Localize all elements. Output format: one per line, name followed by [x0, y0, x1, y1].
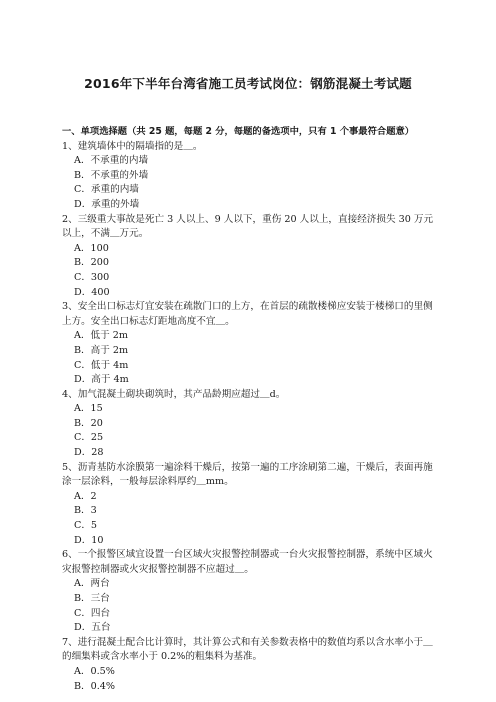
question-stem: 3、安全出口标志灯宜安装在疏散门口的上方，在首层的疏散楼梯应安装于楼梯口的里侧上方。安全出口标志灯距地高度不宜＿。 — [62, 301, 433, 327]
answer-option: C．承重的内墙 — [74, 184, 139, 196]
answer-option: D．10 — [74, 534, 104, 546]
question-block — [62, 300, 438, 388]
question-stem: 5、沥青基防水涂膜第一遍涂料干燥后，按第一遍的工序涂刷第二遍，干燥后，表面再施涂一层涂料，一般每层涂料厚约＿mm。 — [62, 461, 433, 488]
answer-option: B．不承重的外墙 — [74, 169, 149, 181]
answer-option: D．28 — [74, 447, 104, 459]
document-body — [62, 125, 438, 694]
answer-option: B．三台 — [74, 593, 110, 604]
answer-option: B．3 — [74, 505, 97, 517]
document-title: 2016年下半年台湾省施工员考试岗位：钢筋混凝土考试题 — [84, 76, 412, 91]
question-list — [62, 140, 438, 695]
question-block — [62, 548, 438, 636]
answer-option: D．高于 4m — [74, 374, 129, 386]
answer-option: D．承重的外墙 — [74, 198, 140, 210]
question-stem: 6、一个报警区域宜设置一台区域火灾报警控制器或一台火灾报警控制器，系统中区域火灾报警控制器或火灾报警控制器不应超过＿。 — [62, 549, 433, 575]
answer-option: A．2 — [74, 490, 97, 502]
answer-option: A．15 — [74, 403, 103, 415]
answer-option: C．25 — [74, 432, 104, 444]
question-block — [62, 213, 438, 301]
answer-option: A．100 — [74, 242, 109, 254]
answer-option: A．0.5% — [74, 665, 115, 677]
question-block — [62, 636, 438, 694]
answer-option: B．高于 2m — [74, 344, 129, 356]
question-block — [62, 140, 438, 213]
answer-option: D．五台 — [74, 622, 111, 634]
answer-option: C．300 — [74, 271, 110, 283]
question-stem: 2、三级重大事故是死亡 3 人以上、9 人以下，重伤 20 人以上，直接经济损失 30 万元以上，不满＿万元。 — [62, 213, 434, 240]
answer-option: C．5 — [74, 520, 98, 532]
question-block — [62, 388, 438, 461]
answer-option: C．四台 — [74, 607, 111, 619]
question-stem: 7、进行混凝土配合比计算时，其计算公式和有关参数表格中的数值均系以含水率小于＿的细集料或含水率小于 0.2%的粗集料为基准。 — [62, 636, 433, 663]
answer-option: B．200 — [74, 257, 109, 269]
answer-option: D．400 — [74, 286, 110, 298]
answer-option: A．低于 2m — [74, 330, 128, 342]
question-block — [62, 461, 438, 549]
question-stem: 1、建筑墙体中的隔墙指的是＿。 — [62, 140, 203, 152]
answer-option: B．0.4% — [74, 680, 116, 692]
question-stem: 4、加气混凝土砌块砌筑时，其产品龄期应超过＿d。 — [62, 388, 286, 400]
answer-option: A．两台 — [74, 578, 110, 590]
section-heading: 一、单项选择题（共 25 题，每题 2 分，每题的备选项中，只有 1 个事最符合题意） — [62, 126, 415, 137]
answer-option: A．不承重的内墙 — [74, 155, 149, 167]
answer-option: B．20 — [74, 417, 103, 429]
answer-option: C．低于 4m — [74, 359, 129, 371]
